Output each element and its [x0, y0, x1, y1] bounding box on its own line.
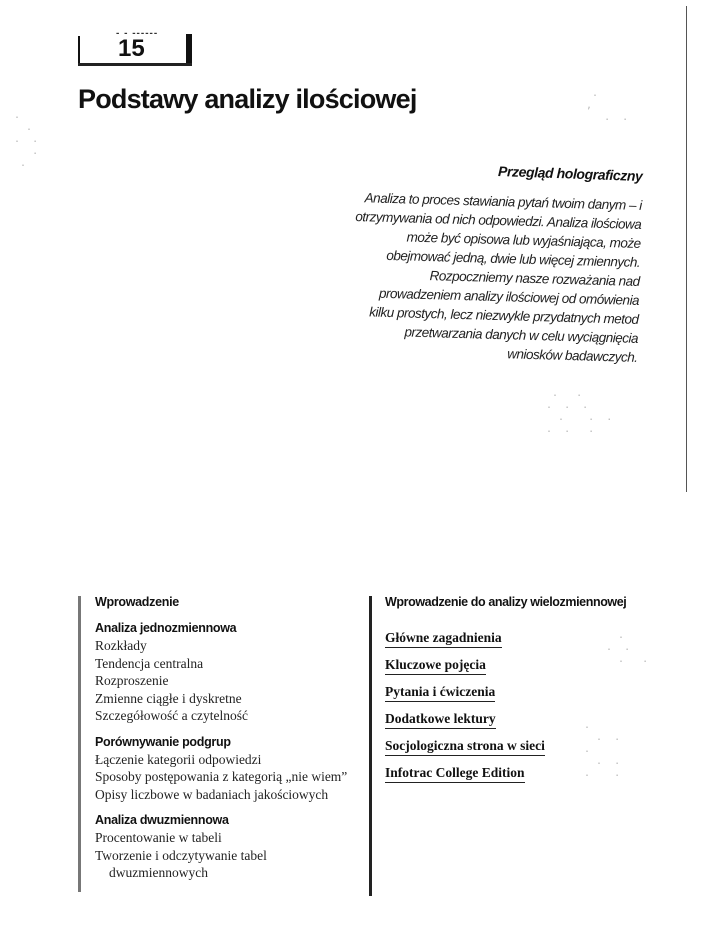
chapter-number: 15 [118, 35, 145, 62]
toc-item: Łączenie kategorii odpowiedzi [95, 751, 262, 767]
toc-item: Tworzenie i odczytywanie tabel [95, 847, 267, 863]
toc-section-bivariate [95, 812, 368, 882]
toc-link-infotrac[interactable]: Infotrac College Edition [385, 765, 525, 783]
toc-link-review-questions[interactable]: Pytania i ćwiczenia [385, 684, 495, 702]
chapter-title: Podstawy analizy ilościowej [78, 84, 417, 114]
toc-section-subgroups [95, 734, 368, 804]
toc-section-univariate [95, 620, 368, 725]
toc-left-bar [78, 596, 81, 892]
toc-heading: Analiza jednozmiennowa [95, 621, 237, 635]
toc-link-web-site[interactable]: Socjologiczna strona w sieci [385, 738, 545, 756]
overview-text: Analiza to proces stawiania pytań twoim danym – i otrzymywania od nich odpowiedzi. Analiza ilościowa może być opisowa lub wyjaśniająca, może obejmować jedną, dwie lub więcej zmiennych. Rozpoczniemy nasze rozważania nad prowadzeniem analizy ilościowej od omówienia kilku prostych, lecz niezwykle przydatnych metod przetwarzania danych w celu wyciągnięcia wniosków badawczych. [355, 190, 642, 365]
toc-item: Opisy liczbowe w badaniach jakościowych [95, 786, 329, 802]
toc-section-intro [95, 594, 368, 611]
bleed-through-speck: . , . . [586, 88, 629, 123]
overview-heading: Przegląd holograficzny [497, 162, 643, 184]
bleed-through-speck: . . . . . . . . [584, 720, 621, 779]
toc-link-additional-readings[interactable]: Dodatkowe lektury [385, 711, 496, 729]
toc-link-key-terms[interactable]: Kluczowe pojęcia [385, 657, 486, 675]
chapter-box-left-rule [78, 36, 80, 64]
toc-item: Sposoby postępowania z kategorią „nie wiem” [95, 769, 348, 784]
toc-item: Szczegółowość a czytelność [95, 708, 248, 723]
toc-heading: Analiza dwuzmiennowa [95, 813, 229, 827]
toc-link-main-issues[interactable]: Główne zagadnienia [385, 630, 502, 648]
toc-heading: Porównywanie podgrup [95, 734, 231, 749]
toc-left-column [78, 594, 368, 891]
page-edge-line [686, 6, 687, 492]
chapter-number-box [78, 28, 192, 64]
toc-right-bar [369, 596, 372, 896]
bleed-through-speck: . . . . . . . . . . . [546, 388, 613, 435]
chapter-header-marks: - - ------ [116, 28, 159, 39]
chapter-box-right-rule [186, 34, 192, 66]
toc-item: Rozproszenie [95, 673, 169, 688]
bleed-through-speck: . . . . . [606, 630, 649, 665]
toc-item: dwuzmiennowych [109, 865, 208, 880]
chapter-box-bottom-rule [78, 63, 192, 66]
bleed-through-speck: . . . . . . [14, 110, 39, 169]
toc-item: Rozkłady [95, 638, 147, 653]
toc-item: Procentowanie w tabeli [95, 830, 222, 845]
toc-item: Tendencja centralna [95, 655, 204, 671]
toc-heading: Wprowadzenie [95, 595, 179, 609]
toc-item: Zmienne ciągłe i dyskretne [95, 690, 242, 706]
toc-heading-multivariate: Wprowadzenie do analizy wielozmiennowej [385, 595, 627, 609]
